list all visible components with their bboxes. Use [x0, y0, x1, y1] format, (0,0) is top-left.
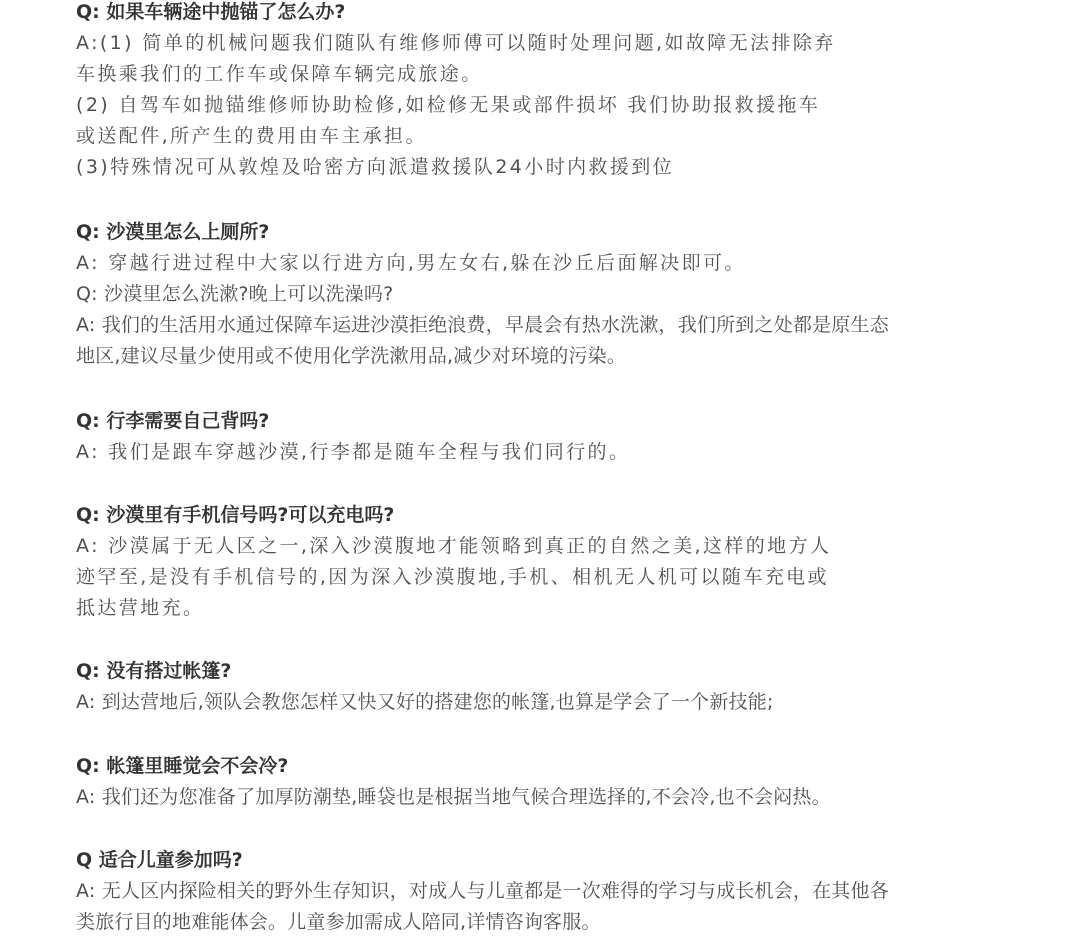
question-heading: Q: 沙漠里怎么上厕所?	[76, 221, 270, 243]
answer-line: A: 我们的生活用水通过保障车运进沙漠拒绝浪费，早晨会有热水洗漱，我们所到之处都是原生态	[76, 314, 889, 336]
faq-item-signal	[76, 500, 831, 624]
question-heading: Q: 没有搭过帐篷?	[76, 660, 232, 682]
answer-line: A: 沙漠属于无人区之一,深入沙漠腹地才能领略到真正的自然之美,这样的地方人	[76, 535, 832, 557]
faq-item-children	[76, 845, 889, 938]
answer-line: 或送配件,所产生的费用由车主承担。	[76, 125, 427, 147]
answer-line: A: 我们还为您准备了加厚防潮垫,睡袋也是根据当地气候合理选择的,不会冷,也不会闷热。	[76, 786, 831, 808]
question-heading: Q: 沙漠里有手机信号吗?可以充电吗?	[76, 504, 395, 526]
faq-item-breakdown	[76, 0, 836, 183]
answer-line: A: 无人区内探险相关的野外生存知识，对成人与儿童都是一次难得的学习与成长机会，在其他各	[76, 880, 889, 902]
question-heading: Q: 帐篷里睡觉会不会冷?	[76, 755, 289, 777]
answer-line: 车换乘我们的工作车或保障车辆完成旅途。	[76, 63, 483, 85]
faq-item-luggage	[76, 406, 630, 468]
answer-line: 地区,建议尽量少使用或不使用化学洗漱用品,减少对环境的污染。	[76, 345, 627, 367]
answer-line: 迹罕至,是没有手机信号的,因为深入沙漠腹地,手机、相机无人机可以随车充电或	[76, 566, 829, 588]
answer-line: (2) 自驾车如抛锚维修师协助检修,如检修无果或部件损坏 我们协助报救援拖车	[76, 94, 821, 116]
question-heading: Q 适合儿童参加吗?	[76, 849, 243, 871]
answer-line: 类旅行目的地难能体会。儿童参加需成人陪同,详情咨询客服。	[76, 911, 601, 933]
question-heading: Q: 行李需要自己背吗?	[76, 410, 270, 432]
answer-line: (3)特殊情况可从敦煌及哈密方向派遣救援队24小时内救援到位	[76, 156, 675, 178]
question-subheading: Q: 沙漠里怎么洗漱?晚上可以洗澡吗?	[76, 283, 394, 305]
answer-line: A: 到达营地后,领队会教您怎样又快又好的搭建您的帐篷,也算是学会了一个新技能;	[76, 691, 774, 713]
answer-line: A: 穿越行进过程中大家以行进方向,男左女右,躲在沙丘后面解决即可。	[76, 252, 746, 274]
question-heading: Q: 如果车辆途中抛锚了怎么办?	[76, 1, 346, 23]
faq-item-toilet	[76, 217, 889, 372]
answer-line: A: 我们是跟车穿越沙漠,行李都是随车全程与我们同行的。	[76, 441, 631, 463]
answer-line: A:(1) 简单的机械问题我们随队有维修师傅可以随时处理问题,如故障无法排除弃	[76, 32, 836, 54]
faq-item-tent-setup	[76, 656, 774, 718]
faq-item-tent-cold	[76, 751, 831, 813]
answer-line: 抵达营地充。	[76, 597, 205, 619]
